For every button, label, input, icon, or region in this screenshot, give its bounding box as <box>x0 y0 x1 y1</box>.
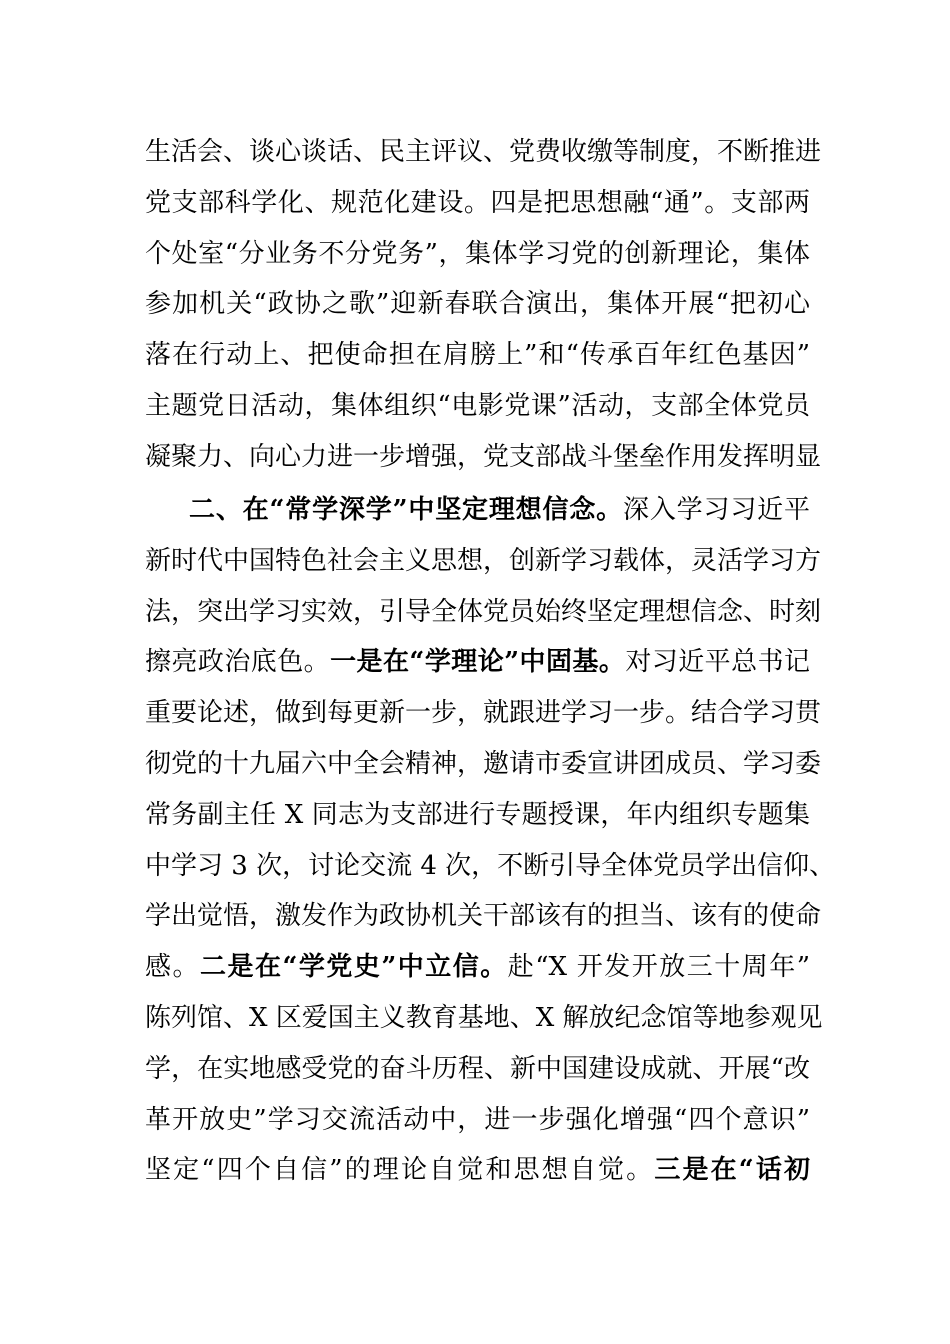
text-line: 彻党的十九届六中全会精神，邀请市委宣讲团成员、学习委 <box>145 748 822 779</box>
text-line: 主题党日活动，集体组织“电影党课”活动，支部全体党员 <box>145 390 810 421</box>
text-line: 学出觉悟，激发作为政协机关干部该有的担当、该有的使命 <box>145 901 822 932</box>
paragraph-ideals-and-beliefs <box>145 485 836 1196</box>
text-line: 生活会、谈心谈话、民主评议、党费收缴等制度，不断推进 <box>145 137 822 167</box>
text-line: 凝聚力、向心力进一步增强，党支部战斗堡垒作用发挥明显 <box>145 441 822 472</box>
text-run: 擦亮政治底色。 <box>145 647 331 678</box>
text-line: 党支部科学化、规范化建设。四是把思想融“通”。支部两 <box>145 187 810 218</box>
subsection-heading: 一是在“学理论”中固基。 <box>330 647 626 678</box>
text-line <box>145 637 810 688</box>
subsection-heading: 三是在“话初 <box>654 1155 810 1186</box>
text-run: 坚定“四个自信”的理论自觉和思想自觉。 <box>145 1155 655 1186</box>
text-line: 参加机关“政协之歌”迎新春联合演出，集体开展“把初心 <box>145 289 810 320</box>
text-line: 重要论述，做到每更新一步，就跟进学习一步。结合学习贯 <box>145 698 822 729</box>
text-line: 学，在实地感受党的奋斗历程、新中国建设成就、开展“改 <box>145 1053 810 1084</box>
text-line: 落在行动上、把使命担在肩膀上”和“传承百年红色基因” <box>145 340 810 371</box>
paragraph-party-branch-building <box>145 127 822 483</box>
text-line: 法，突出学习实效，引导全体党员始终坚定理想信念、时刻 <box>145 596 822 627</box>
text-line: 常务副主任 X 同志为支部进行专题授课，年内组织专题集 <box>145 799 810 830</box>
text-line: 陈列馆、X 区爱国主义教育基地、X 解放纪念馆等地参观见 <box>145 1002 823 1033</box>
text-line <box>145 1145 810 1196</box>
text-run: 赴“X 开发开放三十周年” <box>507 952 810 983</box>
text-line <box>145 485 810 536</box>
text-line <box>145 942 810 993</box>
text-line: 个处室“分业务不分党务”，集体学习党的创新理论，集体 <box>145 238 810 269</box>
text-line: 革开放史”学习交流活动中，进一步强化增强“四个意识” <box>145 1104 810 1135</box>
text-line: 中学习 3 次，讨论交流 4 次，不断引导全体党员学出信仰、 <box>145 850 836 881</box>
subsection-heading: 二是在“学党史”中立信。 <box>199 952 508 983</box>
text-run: 对习近平总书记 <box>625 647 810 678</box>
section-heading: 二、在“常学深学”中坚定理想信念。 <box>189 495 624 525</box>
text-run: 深入学习习近平 <box>623 495 810 525</box>
text-run: 感。 <box>145 952 200 983</box>
text-line: 新时代中国特色社会主义思想，创新学习载体，灵活学习方 <box>145 545 822 576</box>
